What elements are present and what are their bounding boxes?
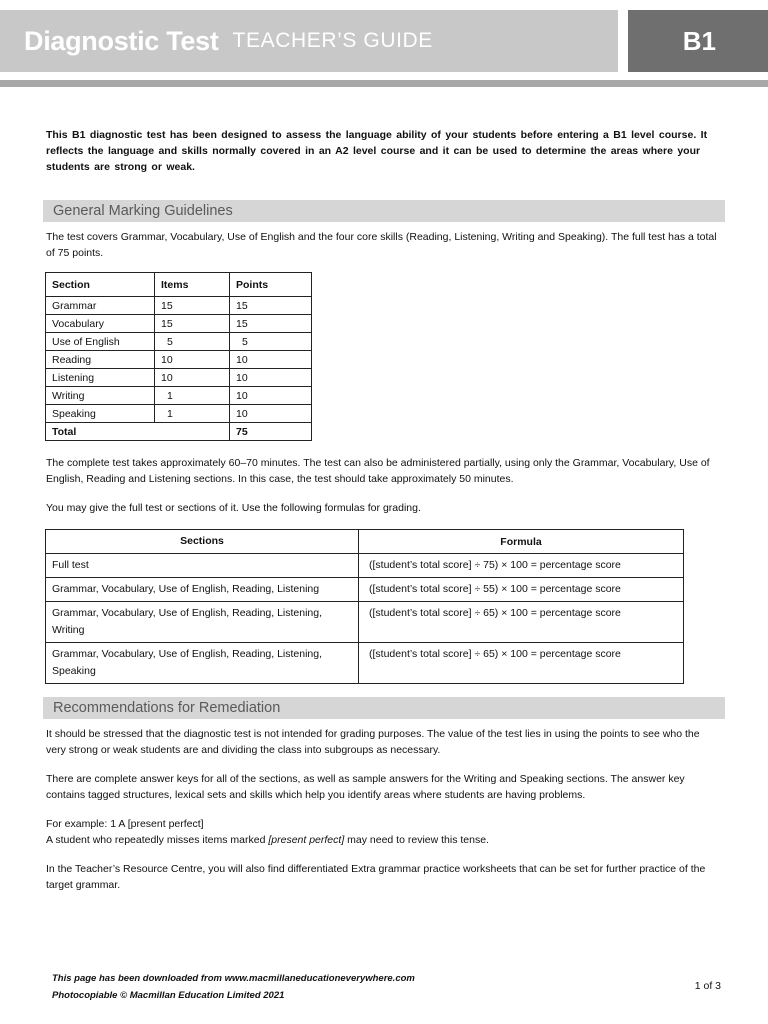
cell-items: 5 — [155, 333, 230, 351]
formula-table-header — [46, 530, 684, 554]
example-tag: [present perfect] — [268, 834, 345, 846]
total-row — [46, 423, 312, 441]
cell-points: 10 — [230, 387, 312, 405]
table-row — [46, 297, 312, 315]
remediation-section-heading — [43, 697, 725, 719]
cell-section: Listening — [46, 369, 155, 387]
footer-download-note: This page has been downloaded from www.macmillaneducationeverywhere.com — [52, 973, 415, 984]
cell-points: 5 — [230, 333, 312, 351]
footer-copyright: Photocopiable © Macmillan Education Limited 2021 — [52, 990, 285, 1001]
remediation-heading-text: Recommendations for Remediation — [53, 700, 281, 716]
cell-section: Reading — [46, 351, 155, 369]
cell-items: 1 — [155, 387, 230, 405]
header-subtitle: TEACHER’S GUIDE — [232, 29, 433, 52]
cell-section: Writing — [46, 387, 155, 405]
table-row — [46, 315, 312, 333]
cell-items: 1 — [155, 405, 230, 423]
cell-formula: ([student’s total score] ÷ 75) × 100 = percentage score — [359, 554, 684, 578]
cell-points: 10 — [230, 369, 312, 387]
remediation-paragraph-2: There are complete answer keys for all of the sections, as well as sample answers for the Writing and Speaking sections. The answer key contains tagged structures, lexical sets and skills which help you identify areas where students are having problems. — [46, 773, 685, 801]
formula-table — [45, 529, 684, 684]
col-header-sections: Sections — [46, 530, 359, 554]
cell-formula: ([student’s total score] ÷ 65) × 100 = percentage score — [359, 602, 684, 643]
table-row — [46, 602, 684, 643]
cell-sections: Full test — [46, 554, 359, 578]
example-line: For example: 1 A [present perfect] — [46, 818, 204, 830]
marking-paragraph-2: The complete test takes approximately 60–70 minutes. The test can also be administered partially, using only the Grammar, Vocabulary, Use of English, Reading and Listening sections. In this case, the test should take approximately 50 minutes. — [46, 457, 710, 485]
points-table-header — [46, 273, 312, 297]
level-label: B1 — [682, 25, 716, 56]
page-header — [0, 10, 768, 72]
cell-formula: ([student’s total score] ÷ 65) × 100 = percentage score — [359, 643, 684, 684]
intro-paragraph: This B1 diagnostic test has been designed to assess the language ability of your students before entering a B1 level course. It reflects the language and skills normally covered in an A2 level course and it can be used to determine the areas where your students are strong or weak. — [46, 129, 708, 173]
cell-section: Grammar — [46, 297, 155, 315]
cell-sections: Grammar, Vocabulary, Use of English, Reading, Listening, Speaking — [46, 643, 359, 684]
cell-section: Vocabulary — [46, 315, 155, 333]
cell-items: 10 — [155, 369, 230, 387]
cell-points: 15 — [230, 315, 312, 333]
table-row — [46, 405, 312, 423]
col-header-section: Section — [46, 273, 155, 297]
example-text-after: may need to review this tense. — [344, 834, 489, 846]
col-header-items: Items — [155, 273, 230, 297]
table-row — [46, 554, 684, 578]
marking-paragraph-3: You may give the full test or sections of it. Use the following formulas for grading. — [46, 502, 421, 514]
cell-sections: Grammar, Vocabulary, Use of English, Reading, Listening, Writing — [46, 602, 359, 643]
remediation-paragraph-1: It should be stressed that the diagnostic test is not intended for grading purposes. The value of the test lies in using the points to see who the very strong or weak students are and dividing the class into subgroups as necessary. — [46, 728, 700, 756]
col-header-points: Points — [230, 273, 312, 297]
header-title: Diagnostic Test — [24, 25, 219, 56]
cell-items: 15 — [155, 315, 230, 333]
cell-points: 10 — [230, 351, 312, 369]
cell-sections: Grammar, Vocabulary, Use of English, Reading, Listening — [46, 578, 359, 602]
col-header-formula: Formula — [359, 530, 684, 554]
table-row — [46, 369, 312, 387]
example-explanation — [46, 832, 720, 848]
total-label: Total — [46, 423, 230, 441]
table-row — [46, 643, 684, 684]
marking-section-heading — [43, 200, 725, 222]
table-row — [46, 351, 312, 369]
marking-heading-text: General Marking Guidelines — [53, 203, 233, 219]
header-title-band — [0, 10, 618, 72]
table-row — [46, 333, 312, 351]
table-row — [46, 578, 684, 602]
cell-formula: ([student’s total score] ÷ 55) × 100 = percentage score — [359, 578, 684, 602]
cell-section: Use of English — [46, 333, 155, 351]
cell-points: 10 — [230, 405, 312, 423]
level-badge — [628, 10, 768, 72]
points-table — [45, 272, 312, 441]
total-points: 75 — [230, 423, 312, 441]
marking-paragraph-1: The test covers Grammar, Vocabulary, Use of English and the four core skills (Reading, Listening, Writing and Speaking). The full test has a total of 75 points. — [46, 231, 717, 259]
cell-items: 15 — [155, 297, 230, 315]
cell-items: 10 — [155, 351, 230, 369]
example-text-before: A student who repeatedly misses items marked — [46, 834, 269, 846]
cell-section: Speaking — [46, 405, 155, 423]
remediation-paragraph-4: In the Teacher’s Resource Centre, you will also find differentiated Extra grammar practice worksheets that can be set for further practice of the target grammar. — [46, 863, 706, 891]
table-row — [46, 387, 312, 405]
page-number: 1 of 3 — [694, 980, 721, 992]
cell-points: 15 — [230, 297, 312, 315]
header-divider — [0, 80, 768, 87]
